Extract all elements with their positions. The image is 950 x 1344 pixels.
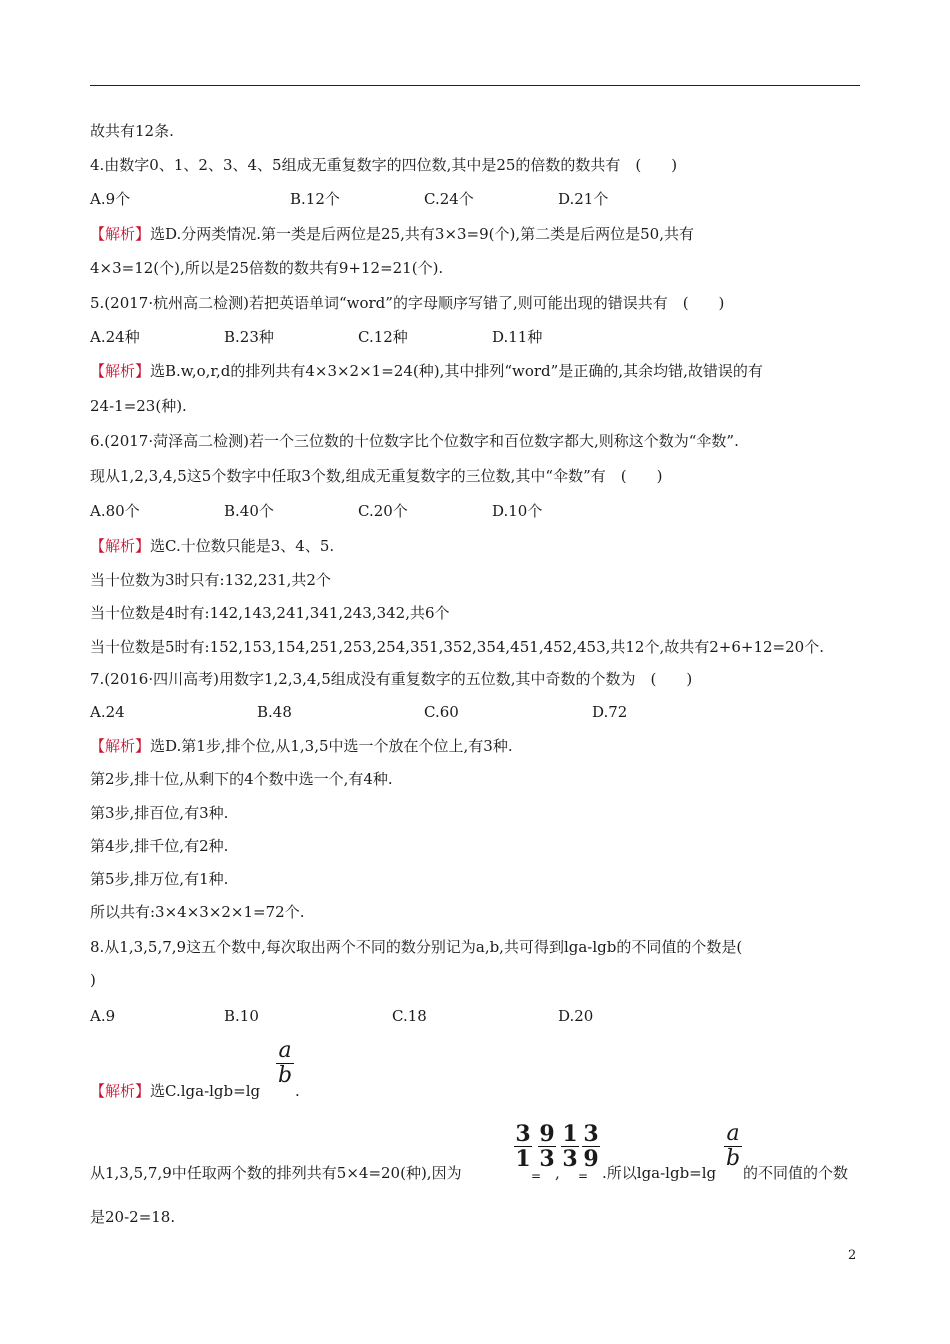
question-7: 7.(2016·四川高考)用数字1,2,3,4,5组成没有重复数字的五位数,其中奇数的个数为 ( ) [90, 670, 693, 688]
q6-step-1: 当十位数为3时只有:132,231,共2个 [90, 571, 331, 589]
q7-result: 所以共有:3×4×3×2×1=72个. [90, 903, 305, 921]
fraction-numerator: a [278, 1038, 292, 1063]
q8-option-b: B.10 [224, 1007, 259, 1025]
q8-analysis [90, 1081, 260, 1101]
q7-option-b: B.48 [257, 703, 292, 721]
q4-analysis [90, 224, 694, 244]
q4-option-d: D.21个 [558, 190, 609, 208]
q7-option-a: A.24 [90, 703, 125, 721]
comma: , [555, 1164, 560, 1182]
question-4: 4.由数字0、1、2、3、4、5组成无重复数字的四位数,其中是25的倍数的数共有 ( ) [90, 156, 678, 174]
question-8: 8.从1,3,5,7,9这五个数中,每次取出两个不同的数分别记为a,b,共可得到lga-lgb的不同值的个数是( [90, 938, 743, 956]
fraction-denominator: 3 [539, 1146, 555, 1172]
q6-analysis [90, 536, 334, 556]
period: . [295, 1082, 300, 1100]
fraction-denominator: 9 [583, 1146, 599, 1172]
q7-step-3: 第3步,排百位,有3种. [90, 804, 229, 822]
q4-option-a: A.9个 [90, 190, 131, 208]
fraction-denominator: b [725, 1146, 741, 1171]
q7-step-2: 第2步,排十位,从剩下的4个数中选一个,有4种. [90, 770, 393, 788]
fraction-denominator: b [277, 1063, 293, 1088]
fraction-numerator: a [726, 1121, 740, 1146]
question-8-cont: ) [90, 971, 96, 989]
fraction-numerator: 3 [515, 1121, 531, 1147]
q8-analysis-line2c: 的不同值的个数 [743, 1164, 849, 1182]
q8-analysis-line2: 从1,3,5,7,9中任取两个数的排列共有5×4=20(种),因为 [90, 1164, 462, 1182]
fraction-3-over-1 [514, 1123, 532, 1170]
fraction-9-over-3 [538, 1123, 556, 1170]
equals-sign: = [578, 1169, 589, 1183]
fraction-numerator: 9 [539, 1121, 555, 1147]
analysis-text: 选D.分两类情况.第一类是后两位是25,共有3×3=9(个),第二类是后两位是50,共有 [150, 225, 694, 243]
fraction-numerator: 1 [562, 1121, 578, 1147]
q8-analysis-line2b: .所以lga-lgb=lg [602, 1164, 717, 1182]
fraction-denominator: 1 [515, 1146, 531, 1172]
q4-analysis-cont: 4×3=12(个),所以是25倍数的数共有9+12=21(个). [90, 259, 444, 277]
q6-option-a: A.80个 [90, 502, 140, 520]
fraction-3-over-9 [582, 1123, 600, 1170]
fraction-1-over-3 [561, 1123, 579, 1170]
q7-option-d: D.72 [592, 703, 628, 721]
fraction-denominator: 3 [562, 1146, 578, 1172]
q7-step-5: 第5步,排万位,有1种. [90, 870, 229, 888]
question-5: 5.(2017·杭州高二检测)若把英语单词“word”的字母顺序写错了,则可能出现的错误共有 ( ) [90, 294, 725, 312]
analysis-tag: 【解析】 [90, 362, 151, 380]
q6-option-d: D.10个 [492, 502, 543, 520]
q4-option-b: B.12个 [290, 190, 340, 208]
analysis-text: 选B.w,o,r,d的排列共有4×3×2×1=24(种),其中排列“word”是正确的,其余均错,故错误的有 [150, 362, 763, 380]
q6-option-b: B.40个 [224, 502, 274, 520]
q5-analysis [90, 361, 763, 381]
analysis-text: 选D.第1步,排个位,从1,3,5中选一个放在个位上,有3种. [150, 737, 513, 755]
question-6: 6.(2017·菏泽高二检测)若一个三位数的十位数字比个位数字和百位数字都大,则称这个数为“伞数”. [90, 432, 739, 450]
analysis-tag: 【解析】 [90, 225, 151, 243]
q5-option-b: B.23种 [224, 328, 274, 346]
q5-option-d: D.11种 [492, 328, 543, 346]
q5-option-c: C.12种 [358, 328, 408, 346]
q6-step-3: 当十位数是5时有:152,153,154,251,253,254,351,352,354,451,452,453,共12个,故共有2+6+12=20个. [90, 638, 824, 656]
fraction-a-over-b [276, 1040, 294, 1087]
q8-option-c: C.18 [392, 1007, 427, 1025]
page-number: 2 [848, 1248, 857, 1263]
fraction-a-over-b-2 [724, 1123, 742, 1170]
q6-step-2: 当十位数是4时有:142,143,241,341,243,342,共6个 [90, 604, 450, 622]
fraction-numerator: 3 [583, 1121, 599, 1147]
q7-analysis [90, 736, 513, 756]
header-rule [90, 85, 860, 86]
q7-option-c: C.60 [424, 703, 459, 721]
question-6-cont: 现从1,2,3,4,5这5个数字中任取3个数,组成无重复数字的三位数,其中“伞数”有 ( ) [90, 467, 663, 485]
q6-option-c: C.20个 [358, 502, 408, 520]
q8-option-a: A.9 [90, 1007, 116, 1025]
analysis-tag: 【解析】 [90, 537, 151, 555]
analysis-tag: 【解析】 [90, 1082, 151, 1100]
analysis-text: 选C.lga-lgb=lg [150, 1082, 261, 1100]
analysis-text: 选C.十位数只能是3、4、5. [150, 537, 335, 555]
q5-analysis-cont: 24-1=23(种). [90, 397, 187, 415]
analysis-tag: 【解析】 [90, 737, 151, 755]
q4-option-c: C.24个 [424, 190, 474, 208]
equals-sign: = [531, 1169, 542, 1183]
line-1: 故共有12条. [90, 122, 174, 140]
q8-option-d: D.20 [558, 1007, 594, 1025]
q5-option-a: A.24种 [90, 328, 140, 346]
q8-result: 是20-2=18. [90, 1208, 176, 1226]
q7-step-4: 第4步,排千位,有2种. [90, 837, 229, 855]
